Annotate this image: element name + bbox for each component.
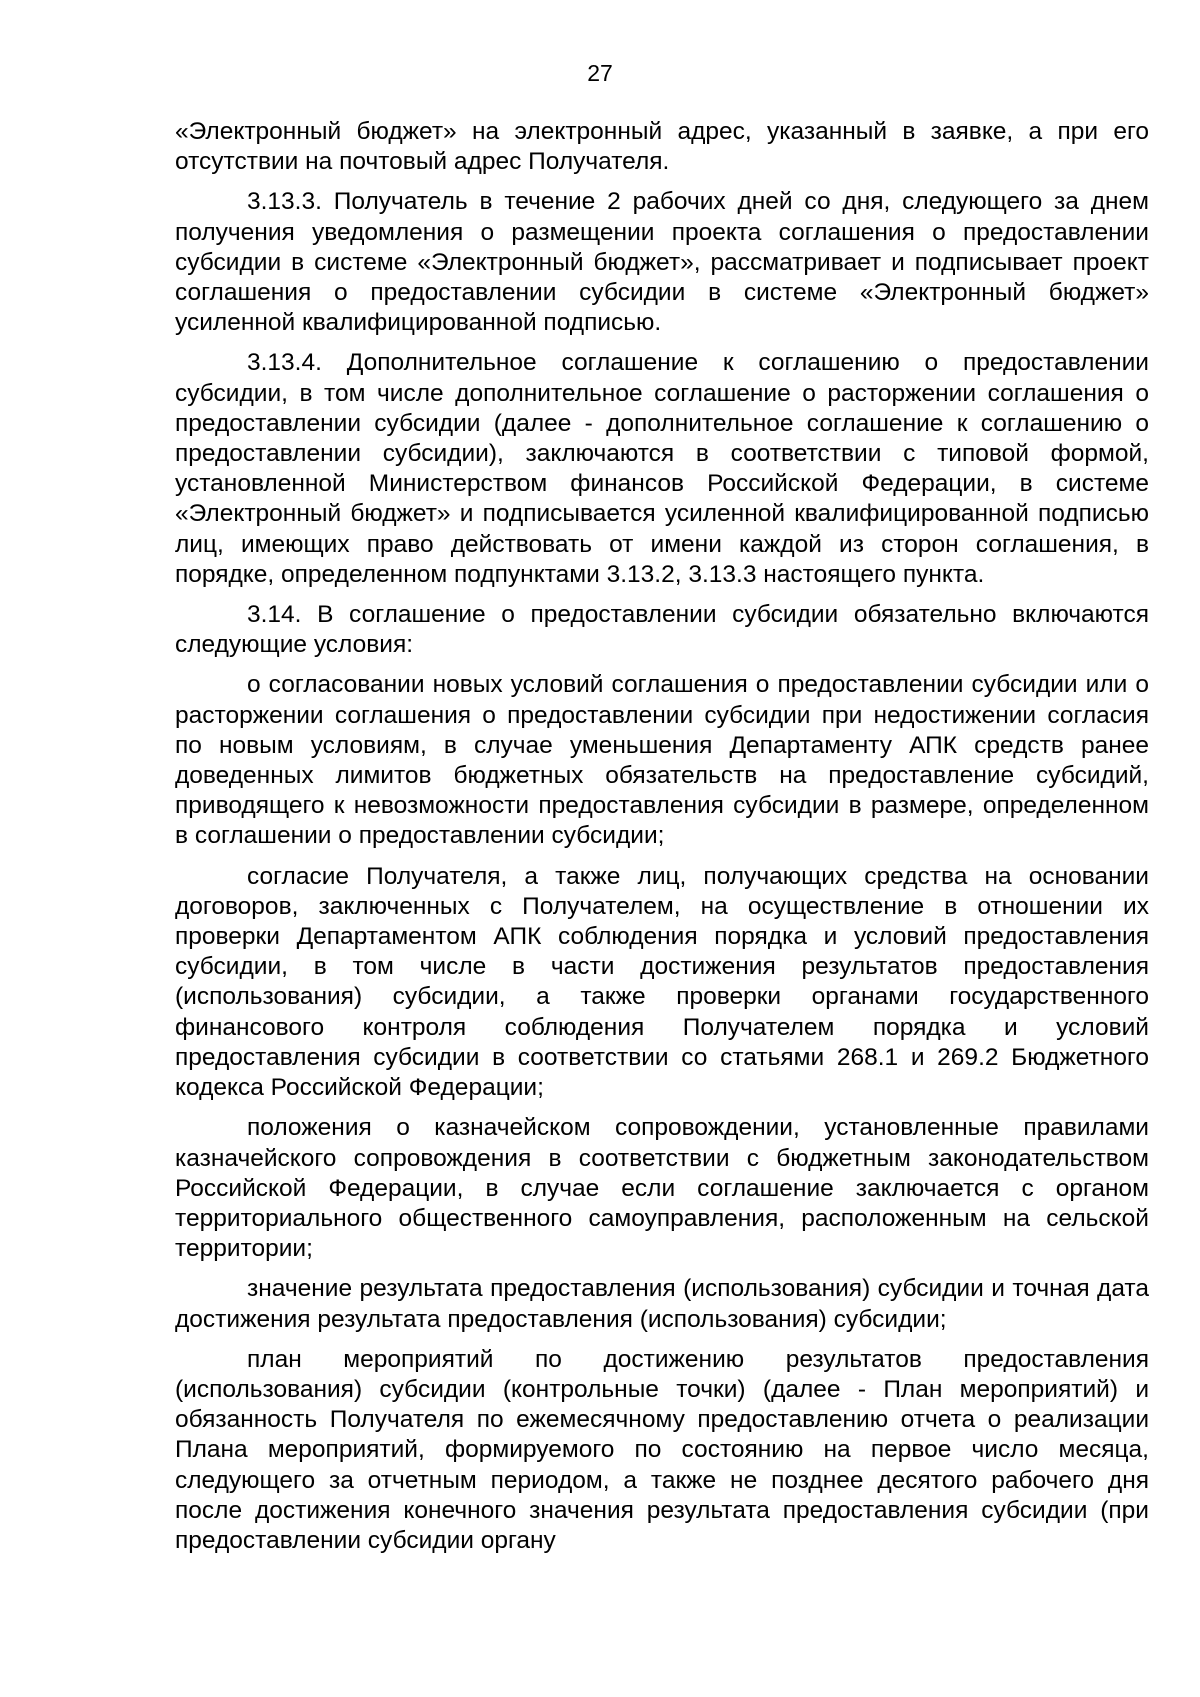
condition-result-value: значение результата предоставления (использования) субсидии и точная дата достижения результата предоставления (использования) субсидии; [175, 1275, 1149, 1333]
paragraph-continuation: «Электронный бюджет» на электронный адрес, указанный в заявке, а при его отсутствии на почтовый адрес Получателя. [175, 118, 1149, 176]
condition-action-plan: план мероприятий по достижению результатов предоставления (использования) субсидии (контрольные точки) (далее - План мероприятий) и обязанность Получателя по ежемесячному предоставлению отчета о реализации Плана мероприятий, формируемого по состоянию на первое число месяца, следующего за отчетным периодом, а также не позднее десятого рабочего дня после достижения конечного значения результата предоставления субсидии (при предоставлении субсидии органу [175, 1345, 1149, 1554]
condition-new-terms: о согласовании новых условий соглашения о предоставлении субсидии или о расторжении соглашения о предоставлении субсидии при недостижении согласия по новым условиям, в случае уменьшения Департаменту АПК средств ранее доведенных лимитов бюджетных обязательств на предоставление субсидий, приводящего к невозможности предоставления субсидии в размере, определенном в соглашении о предоставлении субсидии; [175, 671, 1149, 850]
condition-consent-inspection: согласие Получателя, а также лиц, получающих средства на основании договоров, заключенных с Получателем, на осуществление в отношении их проверки Департаментом АПК соблюдения порядка и условий предоставления субсидии, в том числе в части достижения результатов предоставления (использования) субсидии, а также проверки органами государственного финансового контроля соблюдения Получателем порядка и условий предоставления субсидии в соответствии со статьями 268.1 и 269.2 Бюджетного кодекса Российской Федерации; [175, 862, 1149, 1102]
document-body [175, 117, 1149, 1566]
paragraph-3-14: 3.14. В соглашение о предоставлении субсидии обязательно включаются следующие условия: [175, 601, 1149, 659]
page-number: 27 [587, 60, 613, 86]
paragraph-3-13-4: 3.13.4. Дополнительное соглашение к соглашению о предоставлении субсидии, в том числе дополнительное соглашение о расторжении соглашения о предоставлении субсидии (далее - дополнительное соглашение к соглашению о предоставлении субсидии), заключаются в соответствии с типовой формой, установленной Министерством финансов Российской Федерации, в системе «Электронный бюджет» и подписывается усиленной квалифицированной подписью лиц, имеющих право действовать от имени каждой из сторон соглашения, в порядке, определенном подпунктами 3.13.2, 3.13.3 настоящего пункта. [175, 349, 1149, 588]
condition-treasury-support: положения о казначейском сопровождении, установленные правилами казначейского сопровождения в соответствии с бюджетным законодательством Российской Федерации, в случае если соглашение заключается с органом территориального общественного самоуправления, расположенным на сельской территории; [175, 1114, 1149, 1263]
paragraph-3-13-3: 3.13.3. Получатель в течение 2 рабочих дней со дня, следующего за днем получения уведомления о размещении проекта соглашения о предоставлении субсидии в системе «Электронный бюджет», рассматривает и подписывает проект соглашения о предоставлении субсидии в системе «Электронный бюджет» усиленной квалифицированной подписью. [175, 188, 1149, 337]
